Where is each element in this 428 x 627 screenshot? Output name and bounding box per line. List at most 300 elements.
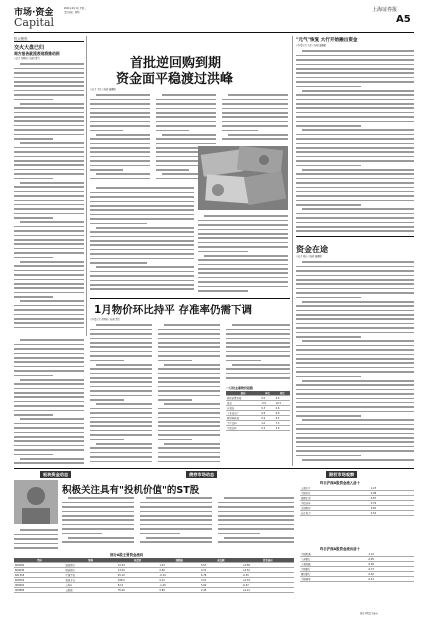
text-line <box>96 266 194 268</box>
lead-body-col-1 <box>90 93 150 183</box>
text-line <box>158 412 220 414</box>
table-header-cell: 简称 <box>64 558 116 563</box>
table-cell: 2.45 <box>200 588 242 593</box>
text-line <box>204 255 288 257</box>
text-line <box>14 191 84 193</box>
text-line <box>14 414 53 416</box>
text-line <box>296 147 414 149</box>
text-line <box>198 220 288 222</box>
text-line <box>96 94 150 96</box>
table-cell: 6.78 <box>200 573 242 578</box>
text-line <box>14 445 84 447</box>
text-line <box>198 242 288 244</box>
text-line <box>62 528 134 530</box>
text-line <box>296 165 361 167</box>
text-line <box>14 99 53 101</box>
text-line <box>228 134 288 136</box>
text-line <box>90 116 150 118</box>
text-line <box>296 99 414 101</box>
text-line <box>156 169 189 171</box>
text-line <box>62 519 134 521</box>
text-line <box>14 107 84 109</box>
text-line <box>302 169 414 171</box>
table-cell: -0.73 <box>367 567 414 572</box>
side-caption: 游资·A股资金流向 <box>360 612 378 615</box>
text-line <box>296 310 414 312</box>
table-cell: 2.6 <box>275 406 290 411</box>
text-line <box>296 424 414 426</box>
text-line <box>90 355 152 357</box>
text-line <box>218 541 294 543</box>
table-cell: 0.76 <box>370 501 414 506</box>
text-line <box>90 192 194 194</box>
text-line <box>218 533 260 535</box>
text-line <box>296 354 414 356</box>
text-line <box>302 419 414 421</box>
text-line <box>20 339 84 341</box>
table-cell: 万科A <box>64 583 116 588</box>
text-line <box>158 346 220 348</box>
bottom-table-title: 部分A股主要资金流向 <box>110 553 144 557</box>
text-line <box>14 287 84 289</box>
text-line <box>20 300 84 302</box>
text-line <box>296 121 414 123</box>
text-line <box>296 151 414 153</box>
text-line <box>296 332 414 334</box>
text-line <box>96 173 150 175</box>
text-line <box>224 497 294 499</box>
sub-lead-byline: ○本报记者 张晓霞 ○编辑 曹力 <box>90 318 120 321</box>
table-cell: 8.12 <box>117 583 159 588</box>
table-title-out: 昨日沪深A股资金流出前十 <box>320 547 360 551</box>
text-line <box>222 108 288 110</box>
text-line <box>296 428 414 430</box>
text-line <box>14 257 53 259</box>
text-line <box>90 280 194 282</box>
text-line <box>222 125 288 127</box>
text-line <box>302 90 414 92</box>
text-line <box>14 296 53 298</box>
text-line <box>158 355 220 357</box>
text-line <box>14 230 84 232</box>
text-line <box>14 370 84 372</box>
text-line <box>90 430 152 432</box>
bottom-col-1 <box>62 496 134 548</box>
text-line <box>226 368 290 370</box>
text-line <box>14 120 84 122</box>
text-line <box>158 368 220 370</box>
text-line <box>14 252 84 254</box>
editor-line: 责任编辑：刘明 <box>64 11 80 14</box>
text-line <box>296 64 414 66</box>
page-number: A5 <box>396 14 411 25</box>
text-line <box>218 506 294 508</box>
table-header-cell: 涨跌幅 <box>158 558 200 563</box>
text-line <box>198 233 288 235</box>
right-mid-title: 资金在途 <box>296 245 328 254</box>
table-cell: 188.0 <box>117 578 159 583</box>
text-line <box>162 134 216 136</box>
text-line <box>296 107 414 109</box>
text-line <box>218 515 294 517</box>
text-line <box>232 364 290 366</box>
text-line <box>90 351 152 353</box>
table-cell: 7.3 <box>275 421 290 426</box>
text-line <box>296 297 361 299</box>
text-line <box>198 264 288 266</box>
text-line <box>296 389 414 391</box>
text-line <box>14 85 84 87</box>
sub-lead-col-3 <box>226 323 290 383</box>
right-mid-story <box>296 238 414 466</box>
text-line <box>14 68 84 70</box>
table-cell: 0.9 <box>260 416 274 421</box>
text-line <box>302 261 414 263</box>
text-line <box>296 226 414 228</box>
text-line <box>96 443 152 445</box>
text-line <box>14 147 84 149</box>
table-cell: 1.0 <box>260 421 274 426</box>
text-line <box>90 112 150 114</box>
text-line <box>296 217 414 219</box>
text-line <box>296 283 414 285</box>
table-cell: 600000 <box>14 563 64 568</box>
text-line <box>198 272 288 274</box>
text-line <box>146 537 212 539</box>
right-top-byline: ○本报记者 王晶 ○编辑 晏耀斌 <box>296 44 326 47</box>
text-line <box>140 528 212 530</box>
table-cell: -1.12 <box>367 552 414 557</box>
text-line <box>62 541 134 543</box>
text-line <box>296 327 414 329</box>
text-line <box>296 178 414 180</box>
text-line <box>204 215 288 217</box>
table-cell: 000002 <box>14 583 64 588</box>
text-line <box>302 208 414 210</box>
text-line <box>14 178 53 180</box>
text-line <box>14 226 84 228</box>
text-line <box>90 103 150 105</box>
text-line <box>296 288 414 290</box>
text-line <box>140 515 212 517</box>
lead-body-col-3 <box>222 93 288 143</box>
text-line <box>296 446 414 448</box>
text-line <box>20 379 84 381</box>
table-cell: +0.89 <box>242 563 294 568</box>
text-line <box>296 450 414 452</box>
right-mid-byline: ○记者 刘兵 ○编辑 晏耀斌 <box>296 255 322 258</box>
text-line <box>158 434 220 436</box>
text-line <box>158 417 220 419</box>
text-line <box>158 430 220 432</box>
text-line <box>20 182 84 184</box>
text-line <box>14 173 84 175</box>
table-cell: 1.23 <box>370 486 414 491</box>
text-line <box>218 511 294 513</box>
text-line <box>296 279 414 281</box>
text-line <box>158 390 220 392</box>
date-line: 2011年2月1日 星期二 <box>64 7 87 10</box>
text-line <box>14 235 84 237</box>
text-line <box>90 147 150 149</box>
text-line <box>14 538 58 540</box>
text-line <box>90 368 152 370</box>
text-line <box>14 327 84 329</box>
table-cell: 0.98 <box>370 491 414 496</box>
text-line <box>14 427 84 429</box>
text-line <box>90 143 150 145</box>
table-cell: 45.10 <box>117 573 159 578</box>
text-line <box>20 529 58 531</box>
left-byline: ○记者 张晓霞 ○编辑 曹力 <box>14 57 40 60</box>
text-line <box>198 286 288 288</box>
text-line <box>302 129 414 131</box>
text-line <box>296 455 361 457</box>
text-line <box>296 415 361 417</box>
text-line <box>96 187 194 189</box>
text-line <box>14 383 84 385</box>
text-line <box>296 305 414 307</box>
table-cell: 6.6 <box>275 411 290 416</box>
text-line <box>296 358 414 360</box>
table-header-cell: 同比 <box>275 391 290 396</box>
text-line <box>226 329 290 331</box>
text-line <box>14 164 84 166</box>
table-cell: +0.52 <box>242 568 294 573</box>
text-line <box>222 121 288 123</box>
table-out <box>300 552 414 582</box>
text-line <box>158 439 192 441</box>
text-line <box>90 399 124 401</box>
text-line <box>158 408 220 410</box>
text-line <box>90 218 194 220</box>
text-line <box>14 208 84 210</box>
text-line <box>296 143 414 145</box>
left-column <box>14 36 84 336</box>
table-title-in: 昨日沪深A股资金流入前十 <box>320 481 360 485</box>
text-line <box>90 390 152 392</box>
text-line <box>90 456 152 458</box>
text-line <box>90 417 152 419</box>
text-line <box>90 236 194 238</box>
text-line <box>226 355 290 357</box>
text-line <box>62 524 134 526</box>
table-row <box>226 426 290 431</box>
text-line <box>14 248 84 250</box>
text-line <box>198 281 288 283</box>
text-line <box>14 344 84 346</box>
text-line <box>164 324 220 326</box>
section-name: 市场·资金 <box>14 8 54 18</box>
text-line <box>90 338 152 340</box>
cpi-table-title: 一月份主要物价指数 <box>226 386 254 390</box>
table-cell: -0.62 <box>367 572 414 577</box>
text-line <box>68 497 134 499</box>
text-line <box>96 364 152 366</box>
text-line <box>14 279 84 281</box>
text-line <box>90 138 150 140</box>
text-line <box>62 511 134 513</box>
text-line <box>14 462 84 464</box>
text-line <box>296 200 414 202</box>
text-line <box>158 395 220 397</box>
lead-body-cont-2 <box>198 214 288 294</box>
text-line <box>14 116 84 118</box>
text-line <box>218 524 294 526</box>
cpi-table <box>226 391 290 431</box>
text-line <box>156 130 189 132</box>
lead-byline: ○记者 王晶 ○编辑 晏耀斌 <box>90 88 116 91</box>
table-cell: -0.5 <box>260 401 274 406</box>
text-line <box>226 333 290 335</box>
table-cell: 中国银行 <box>300 567 367 572</box>
text-line <box>14 396 84 398</box>
text-line <box>14 90 84 92</box>
text-line <box>296 230 414 232</box>
text-line <box>20 221 84 223</box>
text-line <box>296 222 414 224</box>
text-line <box>14 401 84 403</box>
text-line <box>198 277 288 279</box>
table-cell: 35.40 <box>117 588 159 593</box>
text-line <box>90 271 194 273</box>
right-top-story <box>296 36 414 236</box>
left-lower-body <box>14 338 84 466</box>
table-cell: -0.95 <box>367 557 414 562</box>
table-cell: +0.21 <box>242 588 294 593</box>
text-line <box>296 266 414 268</box>
text-line <box>226 351 290 353</box>
text-line <box>90 165 150 167</box>
text-line <box>296 116 414 118</box>
text-line <box>14 81 84 83</box>
text-line <box>90 434 152 436</box>
text-line <box>226 377 290 379</box>
text-line <box>90 333 152 335</box>
right-top-body <box>296 49 414 235</box>
text-line <box>14 213 84 215</box>
table-cell: 食品 <box>226 401 260 406</box>
text-line <box>158 381 220 383</box>
table-cell: 上海汽车 <box>300 486 370 491</box>
text-line <box>90 99 150 101</box>
table-cell: 000858 <box>14 588 64 593</box>
text-line <box>14 217 53 219</box>
text-line <box>226 360 261 362</box>
text-line <box>226 342 290 344</box>
sub-lead-col-1 <box>90 323 152 465</box>
text-line <box>20 142 84 144</box>
text-line <box>14 543 58 545</box>
table-cell: 长江电力 <box>300 511 370 516</box>
text-line <box>14 200 84 202</box>
table-cell: -0.34 <box>158 573 200 578</box>
bottom-table <box>14 558 294 593</box>
table-cell: 原材料购进 <box>226 416 260 421</box>
text-line <box>198 229 288 231</box>
text-line <box>90 240 194 242</box>
text-line <box>296 406 414 408</box>
table-cell: 中国平安 <box>64 573 116 578</box>
text-line <box>90 196 194 198</box>
text-line <box>296 376 361 378</box>
table-header-cell: 资金流向 <box>242 558 294 563</box>
text-line <box>90 421 152 423</box>
table-cell: 600036 <box>14 568 64 573</box>
table-cell: 大秦铁路 <box>300 562 367 567</box>
text-line <box>158 360 192 362</box>
text-line <box>302 380 414 382</box>
text-line <box>20 458 84 460</box>
text-line <box>296 292 414 294</box>
sub-lead-story <box>90 300 290 466</box>
text-line <box>90 258 194 260</box>
text-line <box>296 362 414 364</box>
text-line <box>198 290 248 292</box>
text-line <box>158 425 220 427</box>
table-cell: 建设银行 <box>300 572 367 577</box>
text-line <box>14 160 84 162</box>
table-cell: 0.8 <box>260 411 274 416</box>
text-line <box>14 72 84 74</box>
text-line <box>90 395 152 397</box>
text-line <box>14 423 84 425</box>
text-line <box>156 99 216 101</box>
text-line <box>62 533 102 535</box>
text-line <box>296 160 414 162</box>
text-line <box>296 367 414 369</box>
table-cell: 0.89 <box>158 588 200 593</box>
text-line <box>222 99 288 101</box>
text-line <box>218 519 294 521</box>
text-line <box>164 443 220 445</box>
text-line <box>296 77 414 79</box>
bottom-col-3 <box>218 496 294 548</box>
text-line <box>90 386 152 388</box>
text-line <box>296 86 361 88</box>
text-line <box>90 125 150 127</box>
text-line <box>90 452 152 454</box>
text-line <box>156 116 216 118</box>
text-line <box>14 305 84 307</box>
text-line <box>14 283 84 285</box>
table-header-cell: 成交额 <box>200 558 242 563</box>
text-line <box>14 366 84 368</box>
table-cell: 9.5 <box>275 416 290 421</box>
text-line <box>296 182 414 184</box>
table-cell: 1.23 <box>158 563 200 568</box>
text-line <box>90 439 124 441</box>
text-line <box>140 519 212 521</box>
text-line <box>14 322 84 324</box>
text-line <box>296 384 414 386</box>
text-line <box>296 323 414 325</box>
text-line <box>158 452 220 454</box>
text-line <box>296 191 414 193</box>
text-line <box>226 346 290 348</box>
text-line <box>222 103 288 105</box>
table-cell: -0.51 <box>367 577 414 582</box>
text-line <box>14 94 84 96</box>
table-cell: 海螺水泥 <box>300 496 370 501</box>
table-cell: 中国神华 <box>300 577 367 582</box>
text-line <box>156 121 216 123</box>
table-cell: 600519 <box>14 578 64 583</box>
sub-lead-title: 1月物价环比持平 存准率仍需下调 <box>94 304 252 316</box>
text-line <box>296 72 414 74</box>
lead-body-cont <box>90 186 194 294</box>
text-line <box>14 314 84 316</box>
